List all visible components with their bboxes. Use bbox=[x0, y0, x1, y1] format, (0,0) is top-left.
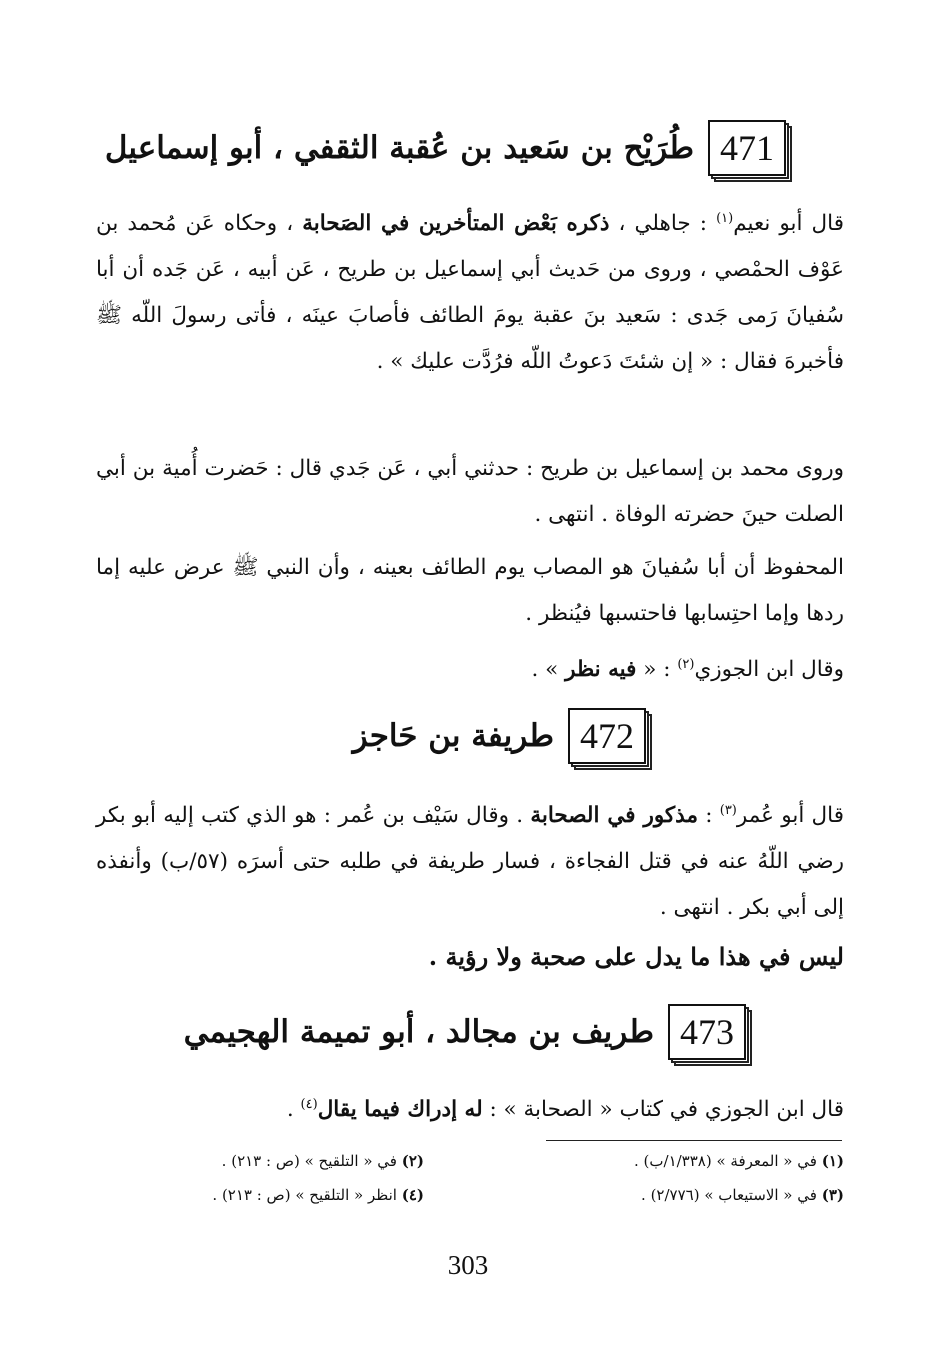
footnote-ref: (٣) bbox=[719, 803, 737, 818]
entry-number-box bbox=[668, 1004, 746, 1060]
entry-number: 473 bbox=[668, 1004, 746, 1060]
entry-title: طريفة بن حَاجز bbox=[352, 718, 554, 754]
footnote-ref: (٢) bbox=[677, 657, 695, 672]
entry-heading-472 bbox=[353, 708, 646, 764]
entry-heading-471 bbox=[105, 120, 786, 176]
footnote-4: (٤) انظر « التلقيح » (ص : ٢١٣) . bbox=[212, 1186, 424, 1204]
comment-paragraph: ليس في هذا ما يدل على صحبة ولا رؤية . bbox=[428, 942, 844, 971]
footnote-ref: (١) bbox=[716, 211, 734, 226]
entry-number: 471 bbox=[708, 120, 786, 176]
entry-heading-473 bbox=[184, 1004, 746, 1060]
footnote-2: (٢) في « التلقيح » (ص : ٢١٣) . bbox=[221, 1152, 424, 1170]
paragraph: المحفوظ أن أبا سُفيانَ هو المصاب يوم الطائف بعينه ، وأن النبي ﷺ عرض عليه إما ردها وإما احتِسابها فاحتسبها فيُنظر . bbox=[96, 555, 844, 626]
footnote-1: (١) في « المعرفة » (١/٣٣٨/ب) . bbox=[633, 1152, 844, 1170]
paragraph: قال أبو نعيم$^{(١)}$ : جاهلي ، ذكره بَعْض المتأخرين في الصَحابة ، وحكاه عَن مُحمد بن عَوْف الحمْصي ، وروى من حَديث أبي إسماعيل بن طريح ، عَن أبيه ، عَن جَده أن أبا سُفيانَ رَمى جَدى : سَعيد بنَ عقبة يومَ الطائف فأصابَ عينَه ، فأتى رسولَ اللّه ﷺ فأخبرهَ فقال : « إن شئتَ دَعوتُ اللّه فرُدَّت عليك » . bbox=[96, 211, 844, 375]
entry-title: طُرَيْح بن سَعيد بن عُقبة الثقفي ، أبو إسماعيل bbox=[104, 130, 694, 166]
page-number: 303 bbox=[447, 1250, 489, 1280]
entry-number-box bbox=[708, 120, 786, 176]
footnote-ref: (٤) bbox=[300, 1097, 318, 1112]
entry-title: طريف بن مجالد ، أبو تميمة الهجيمي bbox=[183, 1014, 654, 1050]
paragraph: وروى محمد بن إسماعيل بن طريح : حدثني أبي ، عَن جَدي قال : حَضرت أُمية بن أبي الصلت حينَ حضرته الوفاة . انتهى . bbox=[96, 456, 844, 527]
footnote-separator bbox=[546, 1140, 842, 1141]
paragraph: قال أبو عُمر$^{(٣)}$ : مذكور في الصحابة . وقال سَيْف بن عُمر : هو الذي كتب إليه أبو بكر رضي اللّهُ عنه في قتل الفجاءة ، فسار طريفة في طلبه حتى أسرَه (٥٧/ب) وأنفذه إلى أبي بكر . انتهى . bbox=[96, 803, 845, 921]
entry-number: 472 bbox=[568, 708, 646, 764]
paragraph: وقال ابن الجوزي$^{(٢)}$ : « فيه نظر » . bbox=[531, 657, 844, 683]
paragraph: قال ابن الجوزي في كتاب « الصحابة » : له إدراك فيما يقال$^{(٤)}$ . bbox=[286, 1097, 844, 1123]
entry-number-box bbox=[568, 708, 646, 764]
footnote-3: (٣) في « الاستيعاب » (٢/٧٧٦) . bbox=[641, 1186, 844, 1204]
